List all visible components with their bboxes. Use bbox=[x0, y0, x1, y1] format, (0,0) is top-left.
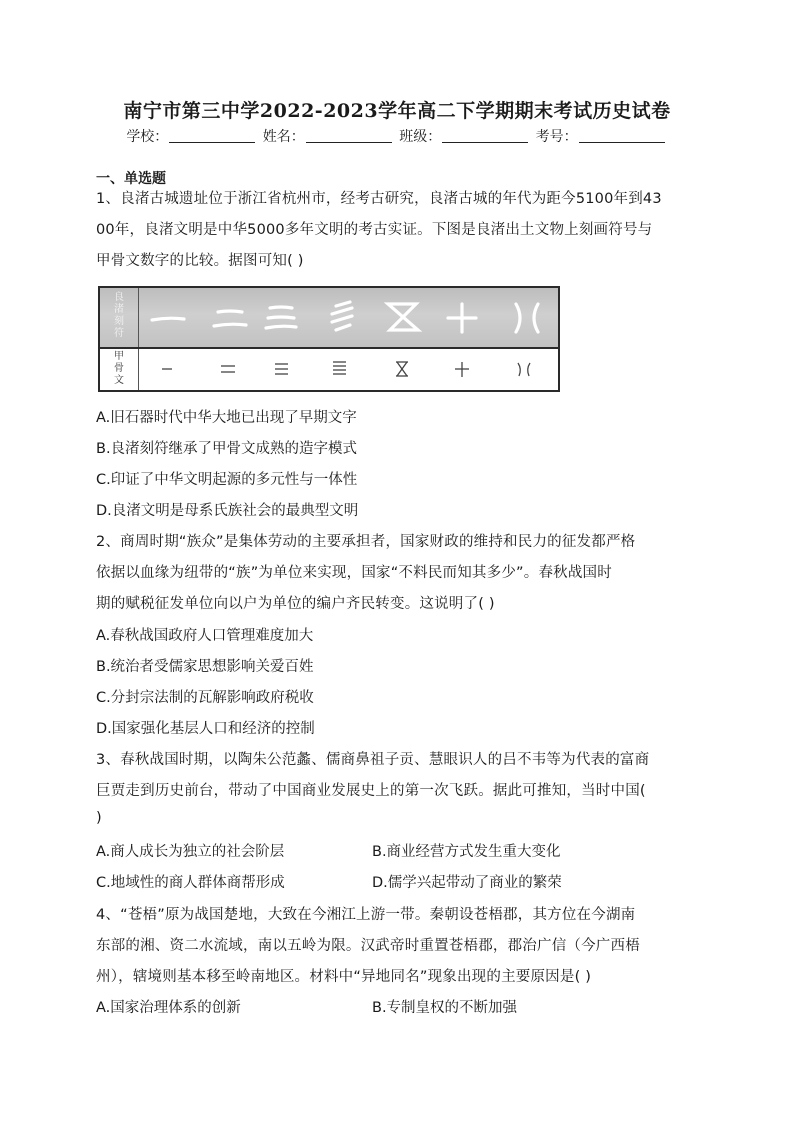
option-d: D.良渚文明是母系氏族社会的最典型文明 bbox=[96, 503, 359, 519]
student-info-row bbox=[0, 126, 794, 146]
option-b: B.专制皇权的不断加强 bbox=[372, 1000, 518, 1016]
class-blank bbox=[442, 128, 528, 143]
question-text-line: 00年，良渚文明是中华5000多年文明的考古实证。下图是良渚出土文物上刻画符号与 bbox=[96, 222, 653, 238]
label-char: 文 bbox=[114, 375, 124, 386]
exam-number-label: 考号： bbox=[535, 129, 578, 145]
school-label: 学校： bbox=[126, 129, 169, 145]
question-text-line: 期的赋税征发单位向以户为单位的编户齐民转变。这说明了( ) bbox=[96, 596, 495, 612]
section-heading: 一、单选题 bbox=[96, 171, 166, 187]
option-a: A.商人成长为独立的社会阶层 bbox=[96, 844, 285, 860]
label-char: 良 bbox=[114, 292, 124, 303]
label-char: 渚 bbox=[114, 304, 124, 315]
class-label: 班级： bbox=[399, 129, 442, 145]
option-b: B.良渚刻符继承了甲骨文成熟的造字模式 bbox=[96, 441, 358, 457]
name-blank bbox=[306, 128, 392, 143]
option-d: D.国家强化基层人口和经济的控制 bbox=[96, 721, 315, 737]
option-c: C.地域性的商人群体商帮形成 bbox=[96, 875, 285, 891]
question-text-line: ) bbox=[96, 810, 102, 826]
liangzhu-symbol-four bbox=[332, 302, 352, 330]
question-text-line: 3、春秋战国时期，以陶朱公范蠡、儒商鼻祖子贡、慧眼识人的吕不韦等为代表的富商 bbox=[96, 752, 650, 768]
question-text-line: 州），辖境则基本移至岭南地区。材料中“异地同名”现象出现的主要原因是( ) bbox=[96, 969, 592, 985]
liangzhu-symbol-one bbox=[152, 318, 184, 320]
option-a: A.春秋战国政府人口管理难度加大 bbox=[96, 628, 314, 644]
page-title: 南宁市第三中学2022-2023学年高二下学期期末考试历史试卷 bbox=[123, 100, 671, 122]
label-char: 符 bbox=[114, 328, 124, 339]
question-text-line: 巨贾走到历史前台，带动了中国商业发展史上的第一次飞跃。据此可推知，当时中国( bbox=[96, 783, 646, 799]
name-label: 姓名： bbox=[262, 129, 305, 145]
question-text-line: 1、良渚古城遗址位于浙江省杭州市，经考古研究，良渚古城的年代为距今5100年到43 bbox=[96, 191, 662, 207]
oracle-numeral-seven bbox=[455, 362, 469, 377]
option-a: A.国家治理体系的创新 bbox=[96, 1000, 241, 1016]
option-b: B.统治者受儒家思想影响关爱百姓 bbox=[96, 659, 314, 675]
oracle-numeral-three bbox=[275, 364, 288, 374]
question-text-line: 4、“苍梧”原为战国楚地，大致在今湘江上游一带。秦朝设苍梧郡，其方位在今湖南 bbox=[96, 907, 636, 923]
question-text-line: 甲骨文数字的比较。据图可知( ) bbox=[96, 253, 304, 269]
option-a: A.旧石器时代中华大地已出现了早期文字 bbox=[96, 410, 357, 426]
oracle-numeral-four bbox=[333, 362, 346, 374]
school-blank bbox=[169, 128, 255, 143]
label-char: 甲 bbox=[114, 351, 124, 362]
question-text-line: 东部的湘、资二水流域，南以五岭为限。汉武帝时重置苍梧郡，郡治广信（今广西梧 bbox=[96, 938, 640, 954]
symbol-comparison-figure bbox=[98, 286, 560, 392]
oracle-numeral-eight bbox=[518, 363, 530, 376]
option-b: B.商业经营方式发生重大变化 bbox=[372, 844, 561, 860]
option-d: D.儒学兴起带动了商业的繁荣 bbox=[372, 875, 562, 891]
liangzhu-symbol-five bbox=[388, 304, 418, 330]
liangzhu-symbol-two bbox=[214, 311, 246, 326]
label-char: 刻 bbox=[114, 316, 124, 327]
oracle-numeral-two bbox=[221, 366, 235, 372]
question-text-line: 2、商周时期“族众”是集体劳动的主要承担者，国家财政的维持和民力的征发都严格 bbox=[96, 534, 636, 550]
question-text-line: 依据以血缘为纽带的“族”为单位来实现，国家“不料民而知其多少”。春秋战国时 bbox=[96, 565, 612, 581]
oracle-numeral-five bbox=[396, 362, 408, 376]
exam-number-blank bbox=[579, 128, 665, 143]
liangzhu-symbol-six bbox=[448, 304, 476, 332]
symbols-drawing bbox=[100, 288, 558, 390]
liangzhu-symbol-seven bbox=[516, 304, 538, 332]
option-c: C.印证了中华文明起源的多元性与一体性 bbox=[96, 472, 358, 488]
option-c: C.分封宗法制的瓦解影响政府税收 bbox=[96, 690, 314, 706]
liangzhu-symbol-three bbox=[266, 307, 296, 328]
label-char: 骨 bbox=[114, 363, 124, 374]
